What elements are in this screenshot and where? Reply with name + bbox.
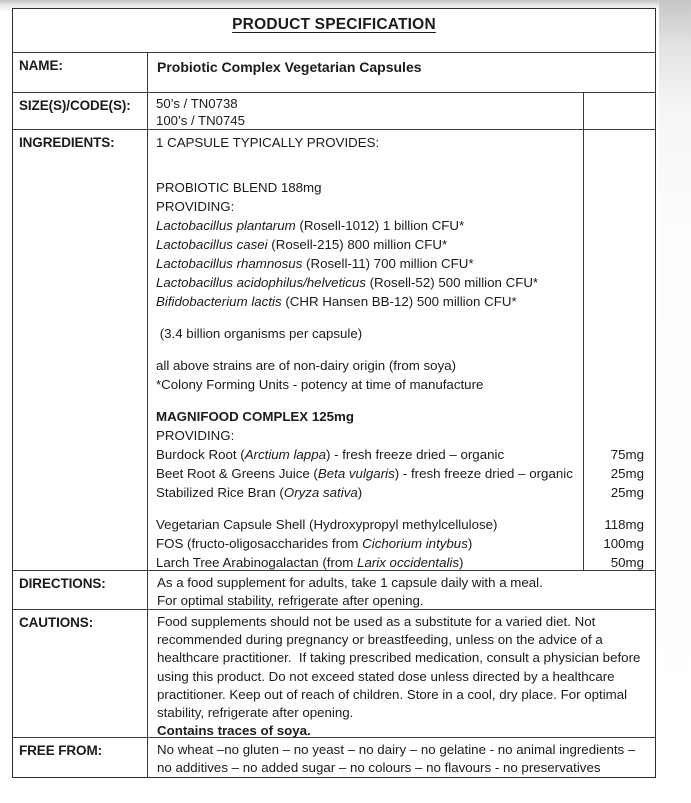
ingredient-line [156,515,655,534]
ingredient-line [156,426,655,445]
name-row [13,52,655,92]
ingredient-text: (3.4 billion organisms per capsule) [156,326,363,341]
ingredient-text [156,311,587,324]
header-row [13,9,655,52]
free-from-label: FREE FROM: [13,738,148,777]
ingredient-text: Bifidobacterium lactis (CHR Hansen BB-12) 500 million CFU* [156,294,517,309]
ingredient-text [156,343,587,356]
ingredients-amount-divider [583,130,585,570]
ingredient-text [156,165,587,178]
ingredient-line [156,483,655,502]
ingredient-amount: 118mg [604,517,644,532]
ingredient-text: MAGNIFOOD COMPLEX 125mg [156,409,354,424]
ingredient-amount [587,324,655,343]
ingredient-amount [587,235,655,254]
ingredient-amount [587,197,655,216]
cautions-text: Food supplements should not be used as a substitute for a varied diet. Not recommended during pregnancy or breastfeeding, unless on the advice of a healthcare practitioner. If taking prescribed medication, consult a physician before using this product. Do not exceed stated dose unless directed by a healthcare practitioner. Keep out of reach of children. Store in a cool, dry place. For optimal stability, refrigerate after opening. [157,614,645,721]
ingredient-blank-line [156,343,655,356]
product-name-value: Probiotic Complex Vegetarian Capsules [157,59,422,76]
ingredient-line [156,254,655,273]
ingredient-line [156,375,655,394]
ingredient-text: PROVIDING: [156,199,235,214]
ingredient-line [156,553,655,572]
ingredient-line [156,445,655,464]
ingredient-amount [587,375,655,394]
ingredients-cell [148,130,655,570]
ingredient-amount [587,426,655,445]
ingredient-line [156,197,655,216]
ingredient-amount: 75mg [610,447,644,462]
ingredient-text: Vegetarian Capsule Shell (Hydroxypropyl methylcellulose) [156,517,498,532]
ingredient-blank-line [156,502,655,515]
ingredient-text: Lactobacillus casei (Rosell-215) 800 million CFU* [156,237,448,252]
ingredient-line [156,133,655,152]
ingredient-text: FOS (fructo-oligosaccharides from Cichorium intybus) [156,536,473,551]
ingredient-text: Lactobacillus rhamnosus (Rosell-11) 700 million CFU* [156,256,474,271]
ingredient-text: all above strains are of non-dairy origin (from soya) [156,358,457,373]
ingredient-amount [587,254,655,273]
ingredient-blank-line [156,165,655,178]
size-line: 100’s / TN0745 [156,113,245,128]
sizes-label: SIZE(S)/CODE(S): [13,93,148,129]
size-line: 50’s / TN0738 [156,96,238,111]
ingredient-text [156,152,587,165]
directions-cell [148,571,655,609]
directions-text [148,571,655,609]
free-from-text: No wheat –no gluten – no yeast – no dairy – no gelatine - no animal ingredients – no additives – no added sugar – no colours – no flavours - no preservatives [157,742,636,775]
ingredient-text: Larch Tree Arabinogalactan (from Larix occidentalis) [156,555,464,570]
ingredient-amount [587,292,655,311]
ingredient-text: Stabilized Rice Bran (Oryza sativa) [156,485,363,500]
ingredient-line [156,324,655,343]
ingredient-amount [587,394,655,407]
ingredient-line [156,273,655,292]
ingredient-text: Burdock Root (Arctium lappa) - fresh freeze dried – organic [156,447,505,462]
ingredient-amount [587,152,655,165]
ingredient-line [156,216,655,235]
ingredient-text [156,394,587,407]
page-title: PRODUCT SPECIFICATION [232,16,436,33]
directions-row [13,570,655,609]
ingredient-line [156,356,655,375]
directions-label: DIRECTIONS: [13,571,148,609]
ingredient-amount [587,178,655,197]
ingredient-amount: 25mg [610,485,644,500]
ingredient-text [156,502,587,515]
ingredient-text: *Colony Forming Units - potency at time of manufacture [156,377,484,392]
ingredients-lines [148,130,655,572]
ingredient-line [156,292,655,311]
ingredient-amount: 25mg [610,466,644,481]
ingredient-blank-line [156,311,655,324]
ingredient-line [156,178,655,197]
ingredient-amount [587,133,655,152]
name-cell [148,53,655,92]
ingredient-amount [587,502,655,515]
ingredient-line [156,534,655,553]
sizes-values [148,93,655,129]
ingredients-label: INGREDIENTS: [13,130,148,570]
ingredient-amount: 100mg [603,536,644,551]
ingredient-text: Lactobacillus plantarum (Rosell-1012) 1 billion CFU* [156,218,465,233]
ingredient-amount [587,356,655,375]
sizes-cell [148,93,655,129]
cautions-label: CAUTIONS: [13,610,148,737]
ingredient-line [156,407,655,426]
ingredient-amount [587,273,655,292]
ingredient-text: PROVIDING: [156,428,235,443]
name-label: NAME: [13,53,148,92]
ingredient-amount [587,165,655,178]
sizes-row [13,92,655,129]
ingredient-blank-line [156,394,655,407]
free-from-row [13,737,655,777]
cautions-bold-note: Contains traces of soya. [157,723,311,739]
ingredient-text: 1 CAPSULE TYPICALLY PROVIDES: [156,135,380,150]
ingredient-text: Lactobacillus acidophilus/helveticus (Rosell-52) 500 million CFU* [156,275,539,290]
ingredient-amount [587,343,655,356]
cautions-row [13,609,655,737]
free-from-cell [148,738,655,777]
ingredient-amount [587,407,655,426]
directions-line: As a food supplement for adults, take 1 capsule daily with a meal. [157,575,543,590]
ingredient-amount [587,216,655,235]
ingredient-blank-line [156,152,655,165]
ingredient-amount: 50mg [610,555,644,570]
scan-shadow-right [659,0,691,780]
ingredients-row [13,129,655,570]
ingredient-line [156,235,655,254]
cautions-cell [148,610,655,737]
sizes-subcolumn-divider [583,93,585,129]
product-specification-table [12,8,656,778]
ingredient-amount [587,311,655,324]
ingredient-line [156,464,655,483]
ingredient-text: Beet Root & Greens Juice (Beta vulgaris) - fresh freeze dried – organic [156,466,573,481]
directions-line: For optimal stability, refrigerate after opening. [157,592,424,608]
ingredient-text: PROBIOTIC BLEND 188mg [156,180,322,195]
